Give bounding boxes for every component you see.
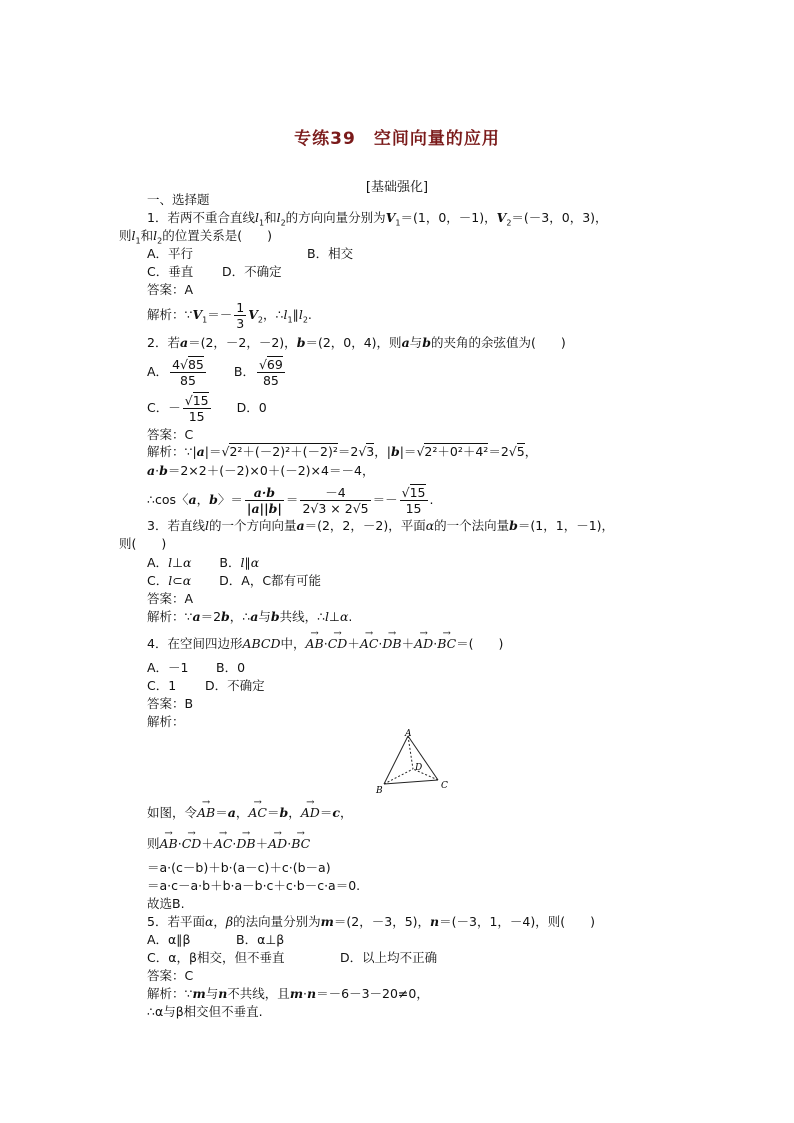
q1-option-d: D．不确定 <box>222 264 282 279</box>
vertex-d-label: D <box>415 763 423 773</box>
q5-option-c: C．α，β相交，但不垂直 <box>147 950 285 965</box>
q3-solution: 解析：∵a＝2b，∴a与b共线，∴l⊥α. <box>147 609 353 624</box>
q1-option-c: C．垂直 <box>147 264 194 279</box>
part-heading: 一、选择题 <box>147 192 210 207</box>
q5-answer: 答案：C <box>147 968 194 983</box>
q2-options-ab: A． $\frac{4√85}{85}$ B． $\frac{√69}{85}$ <box>147 357 283 388</box>
q2-solution-2: a·b＝2×2＋(－2)×0＋(－2)×4＝－4， <box>147 463 375 478</box>
q1-solution: 解析：$\because V_1=-$ $\frac{1}{3}$ $V_2$，$\therefore l_1\parallel l_2$. <box>147 300 312 331</box>
vertex-c-label: C <box>441 781 448 791</box>
q4-answer: 答案：B <box>147 696 194 711</box>
q2-solution-1: 解析：∵|a|＝√2²＋(－2)²＋(－2)²＝2√3，|b|＝√2²＋0²＋4²＝2√5， <box>147 444 538 459</box>
q1-stem: 1．若两不重合直线$l_1$和$l_2$的方向向量分别为$V_1=(1$，0，－1)，$V_2=(-3$，0，3)， <box>147 210 608 228</box>
q1-answer: 答案：A <box>147 282 194 297</box>
tetrahedron-figure <box>372 728 450 798</box>
q4-option-a: A．－1 <box>147 660 189 675</box>
vertex-b-label: B <box>376 786 383 796</box>
q1-option-a: A．平行 <box>147 246 194 261</box>
q3-answer: 答案：A <box>147 591 194 606</box>
q4-solution-4: ＝a·c－a·b＋b·a－b·c＋c·b－c·a＝0. <box>147 878 361 893</box>
q1-option-b: B．相交 <box>307 246 354 261</box>
q4-solution-5: 故选B. <box>147 896 185 911</box>
q4-option-c: C．1 <box>147 678 177 693</box>
q4-solution-1: 如图，令→ AB＝a，→ AC＝b，→ AD＝c， <box>147 805 352 821</box>
q5-stem: 5．若平面α，β的法向量分别为m＝(2，－3，5)，n＝(－3，1，－4)，则( ) <box>147 914 595 929</box>
q5-option-d: D．以上均不正确 <box>340 950 438 965</box>
q5-option-a: A．α∥β <box>147 932 191 947</box>
q4-stem: 4．在空间四边形ABCD中，→ AB·→ CD＋→ AC·→ DB＋→ AD·→ BC＝( ) <box>147 636 503 652</box>
q4-option-b: B．0 <box>216 660 246 675</box>
q3-options-ab: A．l⊥α B．l∥α <box>147 555 260 570</box>
q5-solution-2: ∴α与β相交但不垂直. <box>147 1004 263 1019</box>
q4-solution-label: 解析： <box>147 714 185 729</box>
q3-stem: 3．若直线l的一个方向向量a＝(2，2，－2)，平面α的一个法向量b＝(1，1，－1)， <box>147 518 615 533</box>
q2-options-cd: C．－ $\frac{√15}{15}$ D．0 <box>147 393 267 424</box>
vertex-a-label: A <box>405 729 412 739</box>
page-title: 专练39 空间向量的应用 <box>294 129 500 149</box>
q2-solution-3: ∴cos〈a，b〉＝ $\frac{a\cdot b}{|a||b|}$ ＝ $\frac{-4}{2√3 \times 2√5}$ ＝－ $\frac{√15}{15}$ . <box>147 485 434 516</box>
q3-stem-cont: 则( ) <box>119 536 167 551</box>
section-label: [基础强化] <box>365 180 429 195</box>
q2-stem: 2．若a＝(2，－2，－2)，b＝(2，0，4)，则a与b的夹角的余弦值为( ) <box>147 335 566 350</box>
q4-option-d: D．不确定 <box>205 678 265 693</box>
q4-solution-3: ＝a·(c－b)＋b·(a－c)＋c·(b－a) <box>147 860 331 875</box>
q3-options-cd: C．l⊂α D．A，C都有可能 <box>147 573 322 588</box>
q4-solution-2: 则→ AB·→ CD＋→ AC·→ DB＋→ AD·→ BC <box>147 836 310 852</box>
q5-option-b: B．α⊥β <box>236 932 285 947</box>
q5-solution-1: 解析：∵m与n不共线，且m·n＝－6－3－20≠0， <box>147 986 429 1001</box>
q2-answer: 答案：C <box>147 427 194 442</box>
q1-stem-cont: 则$l_1$和$l_2$的位置关系是( ) <box>119 228 272 246</box>
